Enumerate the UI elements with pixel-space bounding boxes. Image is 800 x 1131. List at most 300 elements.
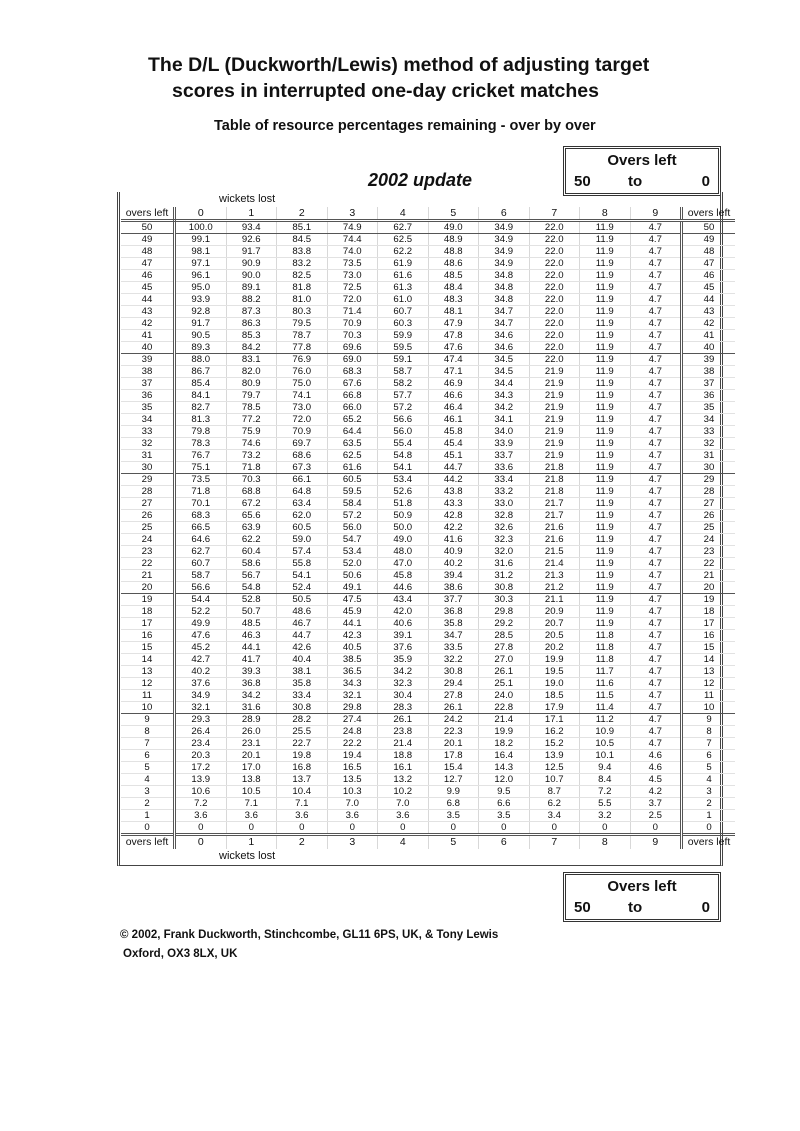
resource-value-cell: 66.0 (327, 402, 378, 414)
resource-value-cell: 50.0 (378, 522, 429, 534)
resource-value-cell: 48.4 (428, 282, 479, 294)
overs-left-cell: 26 (121, 510, 175, 522)
overs-left-cell: 13 (682, 666, 736, 678)
resource-value-cell: 7.0 (378, 798, 429, 810)
resource-value-cell: 11.9 (580, 246, 631, 258)
table-row (121, 414, 735, 426)
resource-value-cell: 54.1 (277, 570, 328, 582)
resource-value-cell: 99.1 (175, 234, 227, 246)
overs-left-cell: 24 (682, 534, 736, 546)
resource-value-cell: 31.2 (479, 570, 530, 582)
table-row (121, 318, 735, 330)
resource-value-cell: 62.5 (327, 450, 378, 462)
table-row (121, 330, 735, 342)
resource-value-cell: 75.1 (175, 462, 227, 474)
resource-value-cell: 46.1 (428, 414, 479, 426)
resource-value-cell: 73.0 (327, 270, 378, 282)
resource-value-cell: 34.7 (479, 306, 530, 318)
resource-value-cell: 42.6 (277, 642, 328, 654)
overs-left-cell: 32 (682, 438, 736, 450)
overs-left-cell: 33 (121, 426, 175, 438)
resource-value-cell: 34.8 (479, 282, 530, 294)
resource-value-cell: 45.8 (378, 570, 429, 582)
resource-value-cell: 84.2 (226, 342, 277, 354)
resource-value-cell: 22.0 (529, 318, 580, 330)
resource-value-cell: 4.7 (630, 426, 682, 438)
overs-left-cell: 28 (682, 486, 736, 498)
resource-value-cell: 69.7 (277, 438, 328, 450)
resource-value-cell: 55.4 (378, 438, 429, 450)
overs-left-cell: 5 (682, 762, 736, 774)
resource-value-cell: 4.7 (630, 354, 682, 366)
resource-value-cell: 76.9 (277, 354, 328, 366)
overs-left-cell: 31 (682, 450, 736, 462)
table-row (121, 786, 735, 798)
resource-value-cell: 34.6 (479, 342, 530, 354)
overs-left-cell: 43 (682, 306, 736, 318)
overs-left-cell: 8 (682, 726, 736, 738)
resource-value-cell: 21.6 (529, 522, 580, 534)
overs-box-to-word: to (628, 899, 643, 916)
resource-value-cell: 46.9 (428, 378, 479, 390)
overs-left-cell: 2 (682, 798, 736, 810)
table-row (121, 426, 735, 438)
table-row (121, 810, 735, 822)
resource-value-cell: 21.9 (529, 414, 580, 426)
resource-value-cell: 85.4 (175, 378, 227, 390)
resource-value-cell: 34.4 (479, 378, 530, 390)
resource-value-cell: 93.9 (175, 294, 227, 306)
resource-value-cell: 52.4 (277, 582, 328, 594)
resource-value-cell: 47.0 (378, 558, 429, 570)
resource-value-cell: 10.2 (378, 786, 429, 798)
resource-value-cell: 6.8 (428, 798, 479, 810)
resource-value-cell: 33.6 (479, 462, 530, 474)
resource-value-cell: 31.6 (479, 558, 530, 570)
resource-value-cell: 64.6 (175, 534, 227, 546)
resource-value-cell: 46.3 (226, 630, 277, 642)
resource-value-cell: 10.5 (226, 786, 277, 798)
resource-value-cell: 4.7 (630, 270, 682, 282)
resource-value-cell: 46.4 (428, 402, 479, 414)
resource-value-cell: 4.7 (630, 714, 682, 726)
resource-value-cell: 74.4 (327, 234, 378, 246)
resource-value-cell: 52.8 (226, 594, 277, 606)
overs-left-cell: 49 (682, 234, 736, 246)
title-line-2: scores in interrupted one-day cricket matches (172, 80, 599, 102)
resource-value-cell: 4.7 (630, 258, 682, 270)
resource-value-cell: 34.1 (479, 414, 530, 426)
resource-value-cell: 13.9 (175, 774, 227, 786)
resource-value-cell: 0 (226, 822, 277, 835)
overs-left-cell: 10 (682, 702, 736, 714)
overs-left-cell: 20 (682, 582, 736, 594)
resource-value-cell: 0 (479, 822, 530, 835)
resource-value-cell: 0 (277, 822, 328, 835)
resource-value-cell: 11.9 (580, 378, 631, 390)
table-row (121, 714, 735, 726)
resource-value-cell: 96.1 (175, 270, 227, 282)
resource-value-cell: 3.6 (327, 810, 378, 822)
resource-value-cell: 69.0 (327, 354, 378, 366)
resource-value-cell: 21.7 (529, 498, 580, 510)
resource-value-cell: 11.9 (580, 270, 631, 282)
overs-box-heading: Overs left (607, 152, 677, 169)
resource-value-cell: 73.5 (175, 474, 227, 486)
resource-value-cell: 58.6 (226, 558, 277, 570)
overs-left-cell: 35 (121, 402, 175, 414)
resource-value-cell: 11.9 (580, 498, 631, 510)
resource-value-cell: 70.3 (327, 330, 378, 342)
resource-value-cell: 40.9 (428, 546, 479, 558)
resource-value-cell: 11.9 (580, 366, 631, 378)
resource-value-cell: 71.8 (226, 462, 277, 474)
resource-value-cell: 22.0 (529, 258, 580, 270)
resource-value-cell: 52.6 (378, 486, 429, 498)
overs-left-cell: 35 (682, 402, 736, 414)
overs-left-cell: 41 (682, 330, 736, 342)
resource-value-cell: 34.5 (479, 366, 530, 378)
overs-left-cell: 45 (682, 282, 736, 294)
resource-value-cell: 32.1 (327, 690, 378, 702)
resource-value-cell: 90.5 (175, 330, 227, 342)
resource-value-cell: 53.4 (378, 474, 429, 486)
resource-value-cell: 22.0 (529, 354, 580, 366)
resource-value-cell: 12.5 (529, 762, 580, 774)
overs-left-cell: 12 (121, 678, 175, 690)
resource-value-cell: 10.1 (580, 750, 631, 762)
resource-value-cell: 84.1 (175, 390, 227, 402)
resource-value-cell: 44.6 (378, 582, 429, 594)
resource-value-cell: 48.5 (428, 270, 479, 282)
resource-value-cell: 6.2 (529, 798, 580, 810)
resource-value-cell: 84.5 (277, 234, 328, 246)
resource-value-cell: 24.0 (479, 690, 530, 702)
resource-value-cell: 7.1 (277, 798, 328, 810)
resource-value-cell: 82.7 (175, 402, 227, 414)
resource-value-cell: 4.7 (630, 474, 682, 486)
overs-left-cell: 9 (682, 714, 736, 726)
resource-value-cell: 44.1 (327, 618, 378, 630)
resource-value-cell: 78.5 (226, 402, 277, 414)
resource-value-cell: 40.4 (277, 654, 328, 666)
overs-left-cell: 27 (121, 498, 175, 510)
resource-value-cell: 74.6 (226, 438, 277, 450)
table-row (121, 474, 735, 486)
resource-value-cell: 4.7 (630, 558, 682, 570)
resource-value-cell: 4.7 (630, 690, 682, 702)
overs-left-box-top (563, 146, 721, 196)
resource-value-cell: 4.7 (630, 414, 682, 426)
resource-value-cell: 56.0 (327, 522, 378, 534)
resource-value-cell: 24.8 (327, 726, 378, 738)
resource-value-cell: 70.3 (226, 474, 277, 486)
wickets-column-header: 1 (226, 207, 277, 221)
resource-value-cell: 67.2 (226, 498, 277, 510)
resource-value-cell: 19.5 (529, 666, 580, 678)
resource-value-cell: 27.0 (479, 654, 530, 666)
resource-value-cell: 50.7 (226, 606, 277, 618)
resource-value-cell: 20.2 (529, 642, 580, 654)
resource-value-cell: 15.4 (428, 762, 479, 774)
resource-value-cell: 19.9 (529, 654, 580, 666)
resource-value-cell: 31.6 (226, 702, 277, 714)
overs-left-cell: 24 (121, 534, 175, 546)
resource-value-cell: 3.2 (580, 810, 631, 822)
overs-left-cell: 41 (121, 330, 175, 342)
resource-value-cell: 59.9 (378, 330, 429, 342)
overs-left-cell: 17 (682, 618, 736, 630)
overs-left-cell: 3 (121, 786, 175, 798)
table-row (121, 462, 735, 474)
resource-value-cell: 21.9 (529, 402, 580, 414)
resource-value-cell: 20.1 (226, 750, 277, 762)
resource-value-cell: 26.1 (479, 666, 530, 678)
resource-value-cell: 90.9 (226, 258, 277, 270)
resource-value-cell: 16.5 (327, 762, 378, 774)
resource-value-cell: 26.1 (378, 714, 429, 726)
resource-value-cell: 72.0 (277, 414, 328, 426)
overs-box-to-word: to (628, 173, 643, 190)
resource-value-cell: 34.9 (479, 234, 530, 246)
resource-value-cell: 34.8 (479, 294, 530, 306)
resource-value-cell: 61.9 (378, 258, 429, 270)
resource-value-cell: 80.3 (277, 306, 328, 318)
resource-value-cell: 54.8 (226, 582, 277, 594)
resource-value-cell: 40.2 (428, 558, 479, 570)
resource-value-cell: 42.2 (428, 522, 479, 534)
resource-value-cell: 85.1 (277, 221, 328, 234)
resource-value-cell: 3.5 (479, 810, 530, 822)
resource-value-cell: 11.2 (580, 714, 631, 726)
wickets-column-header: 6 (479, 835, 530, 850)
resource-value-cell: 42.8 (428, 510, 479, 522)
overs-left-cell: 11 (682, 690, 736, 702)
resource-value-cell: 4.7 (630, 462, 682, 474)
resource-value-cell: 4.7 (630, 330, 682, 342)
table-row (121, 690, 735, 702)
resource-value-cell: 26.4 (175, 726, 227, 738)
resource-value-cell: 98.1 (175, 246, 227, 258)
resource-value-cell: 4.6 (630, 762, 682, 774)
overs-left-cell: 11 (121, 690, 175, 702)
resource-value-cell: 82.5 (277, 270, 328, 282)
resource-value-cell: 16.1 (378, 762, 429, 774)
overs-left-cell: 46 (682, 270, 736, 282)
resource-value-cell: 80.9 (226, 378, 277, 390)
resource-value-cell: 17.8 (428, 750, 479, 762)
resource-value-cell: 83.2 (277, 258, 328, 270)
resource-value-cell: 42.0 (378, 606, 429, 618)
resource-value-cell: 88.0 (175, 354, 227, 366)
resource-value-cell: 36.8 (428, 606, 479, 618)
resource-value-cell: 83.8 (277, 246, 328, 258)
resource-value-cell: 14.3 (479, 762, 530, 774)
table-row (121, 630, 735, 642)
resource-value-cell: 59.0 (277, 534, 328, 546)
resource-value-cell: 29.8 (479, 606, 530, 618)
resource-value-cell: 45.8 (428, 426, 479, 438)
resource-value-cell: 73.5 (327, 258, 378, 270)
resource-value-cell: 21.7 (529, 510, 580, 522)
table-row (121, 522, 735, 534)
resource-value-cell: 20.3 (175, 750, 227, 762)
table-row (121, 294, 735, 306)
wickets-column-header: 8 (580, 207, 631, 221)
resource-value-cell: 58.7 (378, 366, 429, 378)
resource-value-cell: 29.3 (175, 714, 227, 726)
resource-value-cell: 47.6 (175, 630, 227, 642)
table-row (121, 234, 735, 246)
resource-value-cell: 11.9 (580, 390, 631, 402)
resource-value-cell: 17.0 (226, 762, 277, 774)
table-row (121, 762, 735, 774)
table-row (121, 678, 735, 690)
resource-value-cell: 48.5 (226, 618, 277, 630)
resource-value-cell: 22.0 (529, 221, 580, 234)
table-row (121, 438, 735, 450)
resource-value-cell: 11.8 (580, 630, 631, 642)
overs-left-cell: 30 (682, 462, 736, 474)
resource-value-cell: 4.7 (630, 294, 682, 306)
overs-left-header: overs left (682, 835, 736, 850)
table-row (121, 798, 735, 810)
overs-left-cell: 46 (121, 270, 175, 282)
resource-value-cell: 45.9 (327, 606, 378, 618)
resource-value-cell: 17.1 (529, 714, 580, 726)
resource-value-cell: 13.5 (327, 774, 378, 786)
resource-value-cell: 85.3 (226, 330, 277, 342)
resource-value-cell: 19.0 (529, 678, 580, 690)
overs-left-cell: 37 (682, 378, 736, 390)
resource-value-cell: 7.0 (327, 798, 378, 810)
overs-left-cell: 32 (121, 438, 175, 450)
table-row (121, 354, 735, 366)
resource-value-cell: 33.4 (277, 690, 328, 702)
resource-value-cell: 93.4 (226, 221, 277, 234)
resource-value-cell: 3.6 (226, 810, 277, 822)
resource-value-cell: 64.4 (327, 426, 378, 438)
overs-left-cell: 7 (682, 738, 736, 750)
resource-value-cell: 29.8 (327, 702, 378, 714)
header-row (121, 207, 735, 221)
resource-value-cell: 0 (630, 822, 682, 835)
overs-left-cell: 27 (682, 498, 736, 510)
resource-value-cell: 35.8 (277, 678, 328, 690)
copyright (120, 926, 498, 964)
overs-left-cell: 15 (121, 642, 175, 654)
wickets-column-header: 6 (479, 207, 530, 221)
resource-value-cell: 30.8 (479, 582, 530, 594)
footer-row (121, 835, 735, 850)
resource-value-cell: 11.9 (580, 330, 631, 342)
table-row (121, 558, 735, 570)
resource-value-cell: 78.7 (277, 330, 328, 342)
update-label: 2002 update (368, 170, 473, 190)
resource-value-cell: 22.0 (529, 330, 580, 342)
overs-left-cell: 1 (121, 810, 175, 822)
resource-value-cell: 34.8 (479, 270, 530, 282)
table-row (121, 654, 735, 666)
resource-value-cell: 43.8 (428, 486, 479, 498)
resource-value-cell: 57.2 (327, 510, 378, 522)
overs-left-cell: 38 (682, 366, 736, 378)
resource-value-cell: 73.0 (277, 402, 328, 414)
overs-left-cell: 39 (682, 354, 736, 366)
resource-value-cell: 62.2 (378, 246, 429, 258)
resource-value-cell: 34.2 (378, 666, 429, 678)
wickets-column-header: 7 (529, 207, 580, 221)
resource-value-cell: 61.6 (378, 270, 429, 282)
resource-value-cell: 9.4 (580, 762, 631, 774)
resource-value-cell: 21.5 (529, 546, 580, 558)
resource-value-cell: 49.9 (175, 618, 227, 630)
resource-value-cell: 45.2 (175, 642, 227, 654)
overs-box-heading: Overs left (607, 878, 677, 895)
resource-value-cell: 59.5 (327, 486, 378, 498)
resource-value-cell: 79.8 (175, 426, 227, 438)
resource-value-cell: 51.8 (378, 498, 429, 510)
resource-value-cell: 76.7 (175, 450, 227, 462)
overs-left-cell: 42 (121, 318, 175, 330)
resource-value-cell: 62.7 (378, 221, 429, 234)
resource-value-cell: 67.3 (277, 462, 328, 474)
resource-value-cell: 30.3 (479, 594, 530, 606)
resource-value-cell: 57.4 (277, 546, 328, 558)
resource-value-cell: 38.1 (277, 666, 328, 678)
resource-value-cell: 4.7 (630, 582, 682, 594)
resource-value-cell: 49.1 (327, 582, 378, 594)
resource-value-cell: 97.1 (175, 258, 227, 270)
resource-value-cell: 72.5 (327, 282, 378, 294)
resource-value-cell: 59.5 (378, 342, 429, 354)
table-row (121, 366, 735, 378)
overs-left-cell: 22 (121, 558, 175, 570)
wickets-column-header: 2 (277, 835, 328, 850)
resource-value-cell: 62.2 (226, 534, 277, 546)
resource-value-cell: 21.9 (529, 378, 580, 390)
resource-value-cell: 21.4 (529, 558, 580, 570)
overs-left-cell: 18 (682, 606, 736, 618)
resource-value-cell: 32.1 (175, 702, 227, 714)
resource-value-cell: 49.0 (378, 534, 429, 546)
overs-left-cell: 40 (682, 342, 736, 354)
resource-value-cell: 11.9 (580, 522, 631, 534)
table-row (121, 510, 735, 522)
table-row (121, 282, 735, 294)
resource-value-cell: 4.7 (630, 390, 682, 402)
resource-value-cell: 61.6 (327, 462, 378, 474)
resource-value-cell: 4.7 (630, 486, 682, 498)
wickets-column-header: 9 (630, 835, 682, 850)
resource-value-cell: 79.7 (226, 390, 277, 402)
resource-value-cell: 4.7 (630, 498, 682, 510)
resource-value-cell: 34.2 (226, 690, 277, 702)
resource-value-cell: 56.7 (226, 570, 277, 582)
table-row (121, 246, 735, 258)
resource-value-cell: 53.4 (327, 546, 378, 558)
resource-value-cell: 23.8 (378, 726, 429, 738)
resource-value-cell: 21.6 (529, 534, 580, 546)
resource-value-cell: 68.6 (277, 450, 328, 462)
resource-value-cell: 11.9 (580, 558, 631, 570)
resource-value-cell: 33.4 (479, 474, 530, 486)
overs-left-cell: 21 (121, 570, 175, 582)
resource-value-cell: 43.4 (378, 594, 429, 606)
overs-left-cell: 47 (682, 258, 736, 270)
resource-value-cell: 22.0 (529, 246, 580, 258)
resource-value-cell: 3.6 (378, 810, 429, 822)
